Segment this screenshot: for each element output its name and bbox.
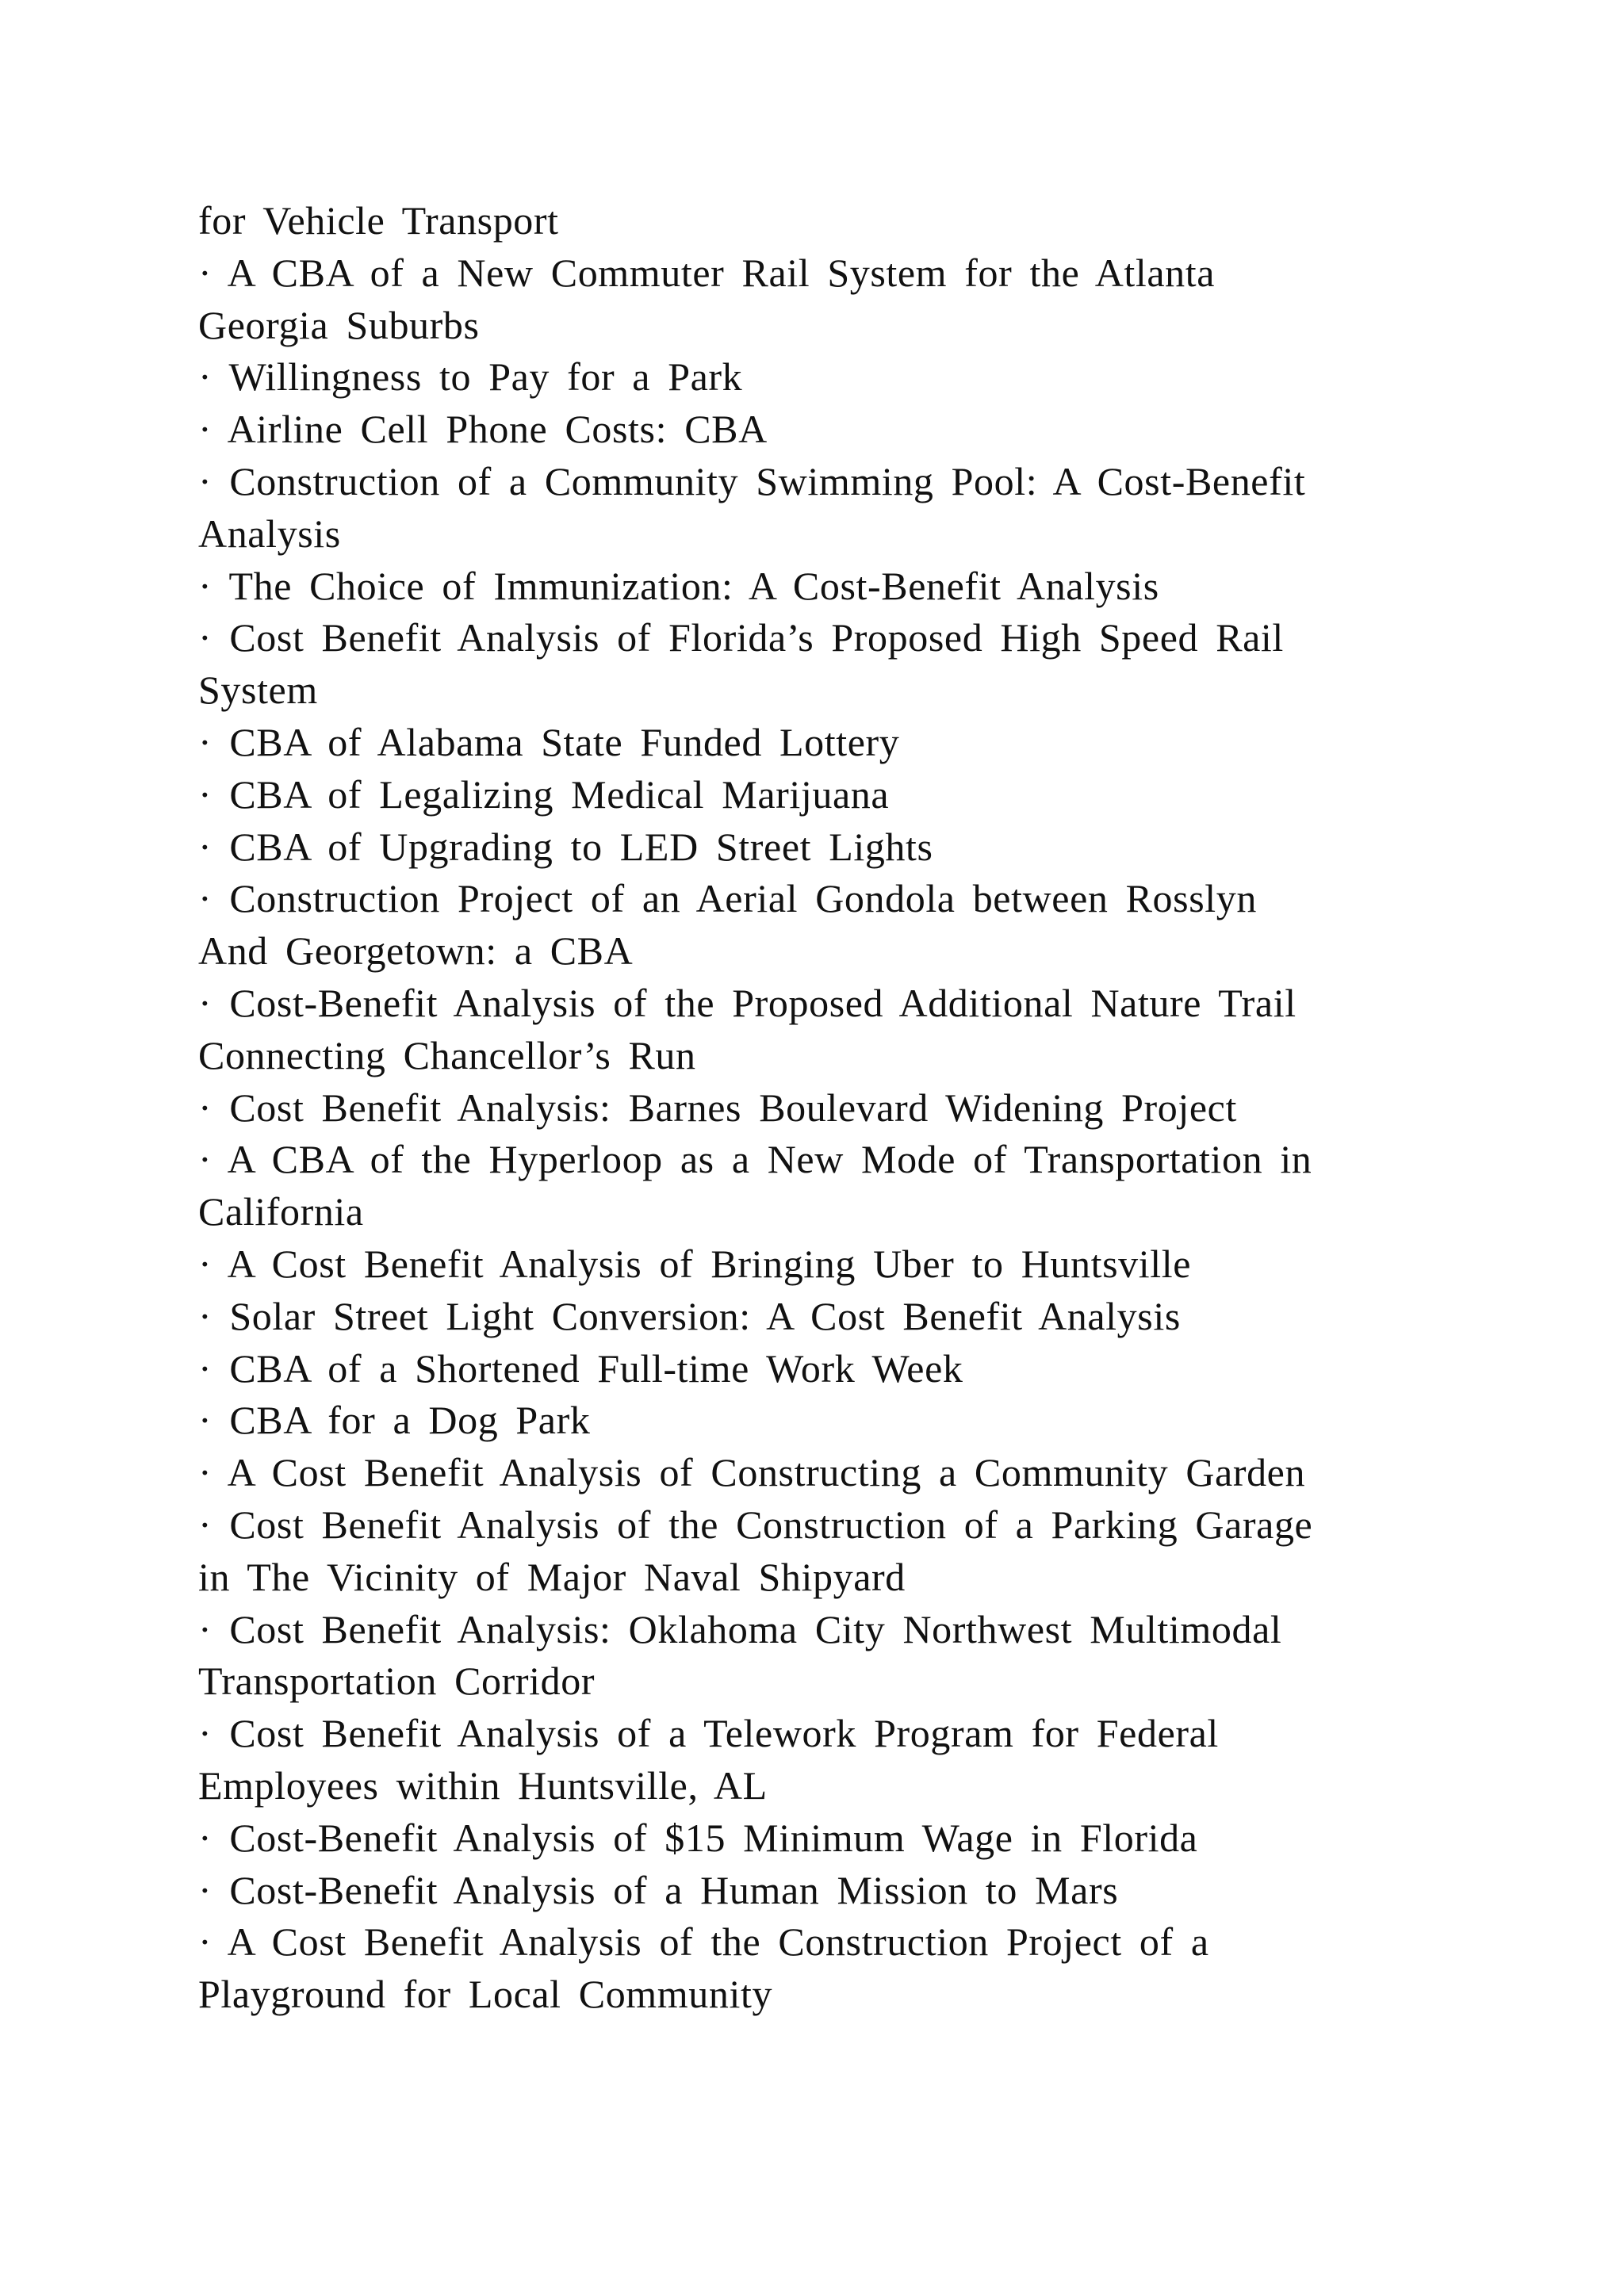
text-line: Georgia Suburbs	[198, 302, 480, 347]
text-line: · CBA of a Shortened Full-time Work Week	[198, 1345, 963, 1391]
text-line: · Willingness to Pay for a Park	[198, 354, 743, 400]
text-line: Transportation Corridor	[198, 1659, 596, 1704]
text-line: · Cost Benefit Analysis of the Construction of a Parking Garage	[198, 1502, 1313, 1547]
text-line: · CBA of Upgrading to LED Street Lights	[198, 824, 933, 869]
text-line: in The Vicinity of Major Naval Shipyard	[198, 1554, 906, 1599]
text-line: Connecting Chancellor’s Run	[198, 1032, 696, 1077]
text-line: · A Cost Benefit Analysis of Bringing Uber to Huntsville	[198, 1241, 1192, 1286]
text-line: · Cost Benefit Analysis: Barnes Boulevard Widening Project	[198, 1085, 1237, 1130]
text-line: · Cost-Benefit Analysis of $15 Minimum Wage in Florida	[198, 1815, 1198, 1860]
topic-list	[198, 195, 1483, 2021]
text-line: · Cost Benefit Analysis: Oklahoma City Northwest Multimodal	[198, 1606, 1282, 1651]
text-line: · CBA for a Dog Park	[198, 1398, 591, 1443]
text-line: And Georgetown: a CBA	[198, 928, 634, 974]
text-line: California	[198, 1189, 364, 1234]
text-line: · Cost Benefit Analysis of a Telework Program for Federal	[198, 1711, 1219, 1756]
text-line: Analysis	[198, 511, 341, 556]
text-line: Playground for Local Community	[198, 1972, 773, 2017]
text-line: · Cost Benefit Analysis of Florida’s Proposed High Speed Rail	[198, 615, 1284, 660]
text-line: Employees within Huntsville, AL	[198, 1762, 768, 1808]
text-line: for Vehicle Transport	[198, 198, 559, 243]
text-line: · The Choice of Immunization: A Cost-Benefit Analysis	[198, 563, 1159, 608]
text-line: · Airline Cell Phone Costs: CBA	[198, 407, 768, 452]
text-line: · A Cost Benefit Analysis of the Construction Project of a	[198, 1919, 1209, 1965]
text-line: System	[198, 668, 318, 713]
text-line: · Cost-Benefit Analysis of a Human Mission to Mars	[198, 1867, 1119, 1912]
text-line: · Cost-Benefit Analysis of the Proposed Additional Nature Trail	[198, 980, 1297, 1025]
text-line: · A CBA of a New Commuter Rail System for the Atlanta	[198, 250, 1216, 295]
text-line: · A CBA of the Hyperloop as a New Mode of Transportation in	[198, 1137, 1312, 1182]
text-line: · CBA of Legalizing Medical Marijuana	[198, 771, 890, 817]
text-line: · CBA of Alabama State Funded Lottery	[198, 719, 900, 764]
text-line: · A Cost Benefit Analysis of Constructing a Community Garden	[198, 1450, 1306, 1495]
text-line: · Solar Street Light Conversion: A Cost Benefit Analysis	[198, 1293, 1181, 1338]
text-line: · Construction of a Community Swimming Pool: A Cost-Benefit	[198, 458, 1306, 503]
text-line: · Construction Project of an Aerial Gondola between Rosslyn	[198, 876, 1257, 921]
